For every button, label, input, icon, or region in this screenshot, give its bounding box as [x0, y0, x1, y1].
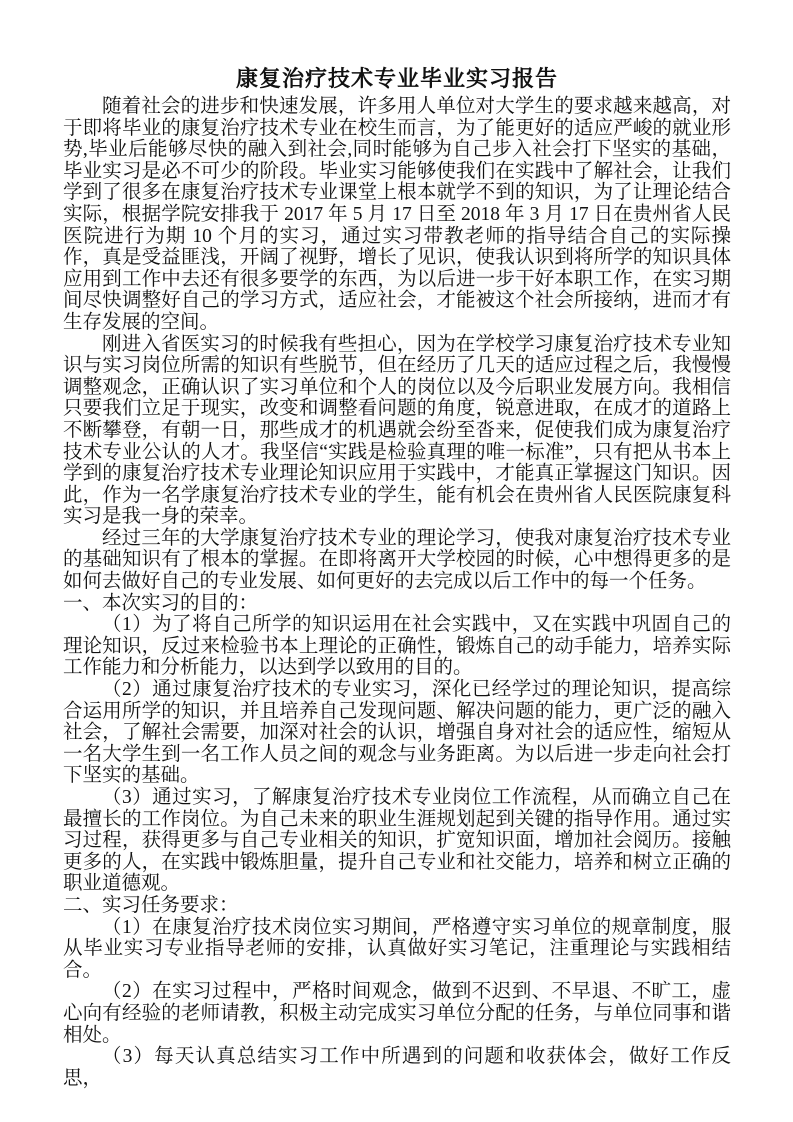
- purpose-item-3: （3）通过实习，了解康复治疗技术专业岗位工作流程，从而确立自己在最擅长的工作岗位。为自己未来的职业生涯规划起到关键的指导作用。通过实习过程，获得更多与自己专业相关的知识，扩宽知识面，增加社会阅历。接触更多的人，在实践中锻炼胆量，提升自己专业和社交能力，培养和树立正确的职业道德观。: [63, 787, 731, 895]
- purpose-item-2: （2）通过康复治疗技术的专业实习，深化已经学过的理论知识，提高综合运用所学的知识，并且培养自己发现问题、解决问题的能力，更广泛的融入社会，了解社会需要，加深对社会的认识，增强自身对社会的适应性，缩短从一名大学生到一名工作人员之间的观念与业务距离。为以后进一步走向社会打下坚实的基础。: [63, 679, 731, 787]
- document-title: 康复治疗技术专业毕业实习报告: [235, 66, 558, 91]
- paragraph-three-years-study: 经过三年的大学康复治疗技术专业的理论学习，使我对康复治疗技术专业的基础知识有了根本的掌握。在即将离开大学校园的时候，心中想得更多的是如何去做好自己的专业发展、如何更好的去完成以后工作中的每一个任务。: [63, 527, 731, 593]
- purpose-item-1: （1）为了将自己所学的知识运用在社会实践中，又在实践中巩固自己的理论知识，反过来检验书本上理论的正确性，锻炼自己的动手能力，培养实际工作能力和分析能力，以达到学以致用的目的。: [63, 614, 731, 679]
- document-content: [63, 64, 731, 1089]
- heading-internship-purpose: 一、本次实习的目的：: [63, 592, 259, 614]
- heading-task-requirements: 二、实习任务要求：: [63, 894, 239, 916]
- paragraph-intro: 随着社会的进步和快速发展，许多用人单位对大学生的要求越来越高，对于即将毕业的康复治疗技术专业在校生而言，为了能更好的适应严峻的就业形势,毕业后能够尽快的融入到社会,同时能够为自己步入社会打下坚实的基础，毕业实习是必不可少的阶段。毕业实习能够使我们在实践中了解社会，让我们学到了很多在康复治疗技术专业课堂上根本就学不到的知识，为了让理论结合实际，根据学院安排我于 2017 年 5 月 17 日至 2018 年 3 月 17 日在贵州省人民医院进行为期 10 个月的实习，通过实习带教老师的指导结合自己的实际操作，真是受益匪浅，开阔了视野，增长了见识，使我认识到将所学的知识具体应用到工作中去还有很多要学的东西，为以后进一步干好本职工作，在实习期间尽快调整好自己的学习方式，适应社会，才能被这个社会所接纳，进而才有生存发展的空间。: [63, 96, 731, 333]
- paragraph-first-days: 刚进入省医实习的时候我有些担心，因为在学校学习康复治疗技术专业知识与实习岗位所需的知识有些脱节，但在经历了几天的适应过程之后，我慢慢调整观念，正确认识了实习单位和个人的岗位以及今后职业发展方向。我相信只要我们立足于现实，改变和调整看问题的角度，锐意进取，在成才的道路上不断攀登，有朝一日，那些成才的机遇就会纷至沓来，促使我们成为康复治疗技术专业公认的人才。我坚信“实践是检验真理的唯一标准”，只有把从书本上学到的康复治疗技术专业理论知识应用于实践中，才能真正掌握这门知识。因此，作为一名学康复治疗技术专业的学生，能有机会在贵州省人民医院康复科实习是我一身的荣幸。: [63, 333, 731, 528]
- requirement-item-3: （3）每天认真总结实习工作中所遇到的问题和收获体会，做好工作反思，: [63, 1046, 731, 1089]
- requirement-item-1: （1）在康复治疗技术岗位实习期间，严格遵守实习单位的规章制度，服从毕业实习专业指导老师的安排，认真做好实习笔记，注重理论与实践相结合。: [63, 916, 731, 981]
- requirement-item-2: （2）在实习过程中，严格时间观念，做到不迟到、不早退、不旷工，虚心向有经验的老师请教，积极主动完成实习单位分配的任务，与单位同事和谐相处。: [63, 981, 731, 1046]
